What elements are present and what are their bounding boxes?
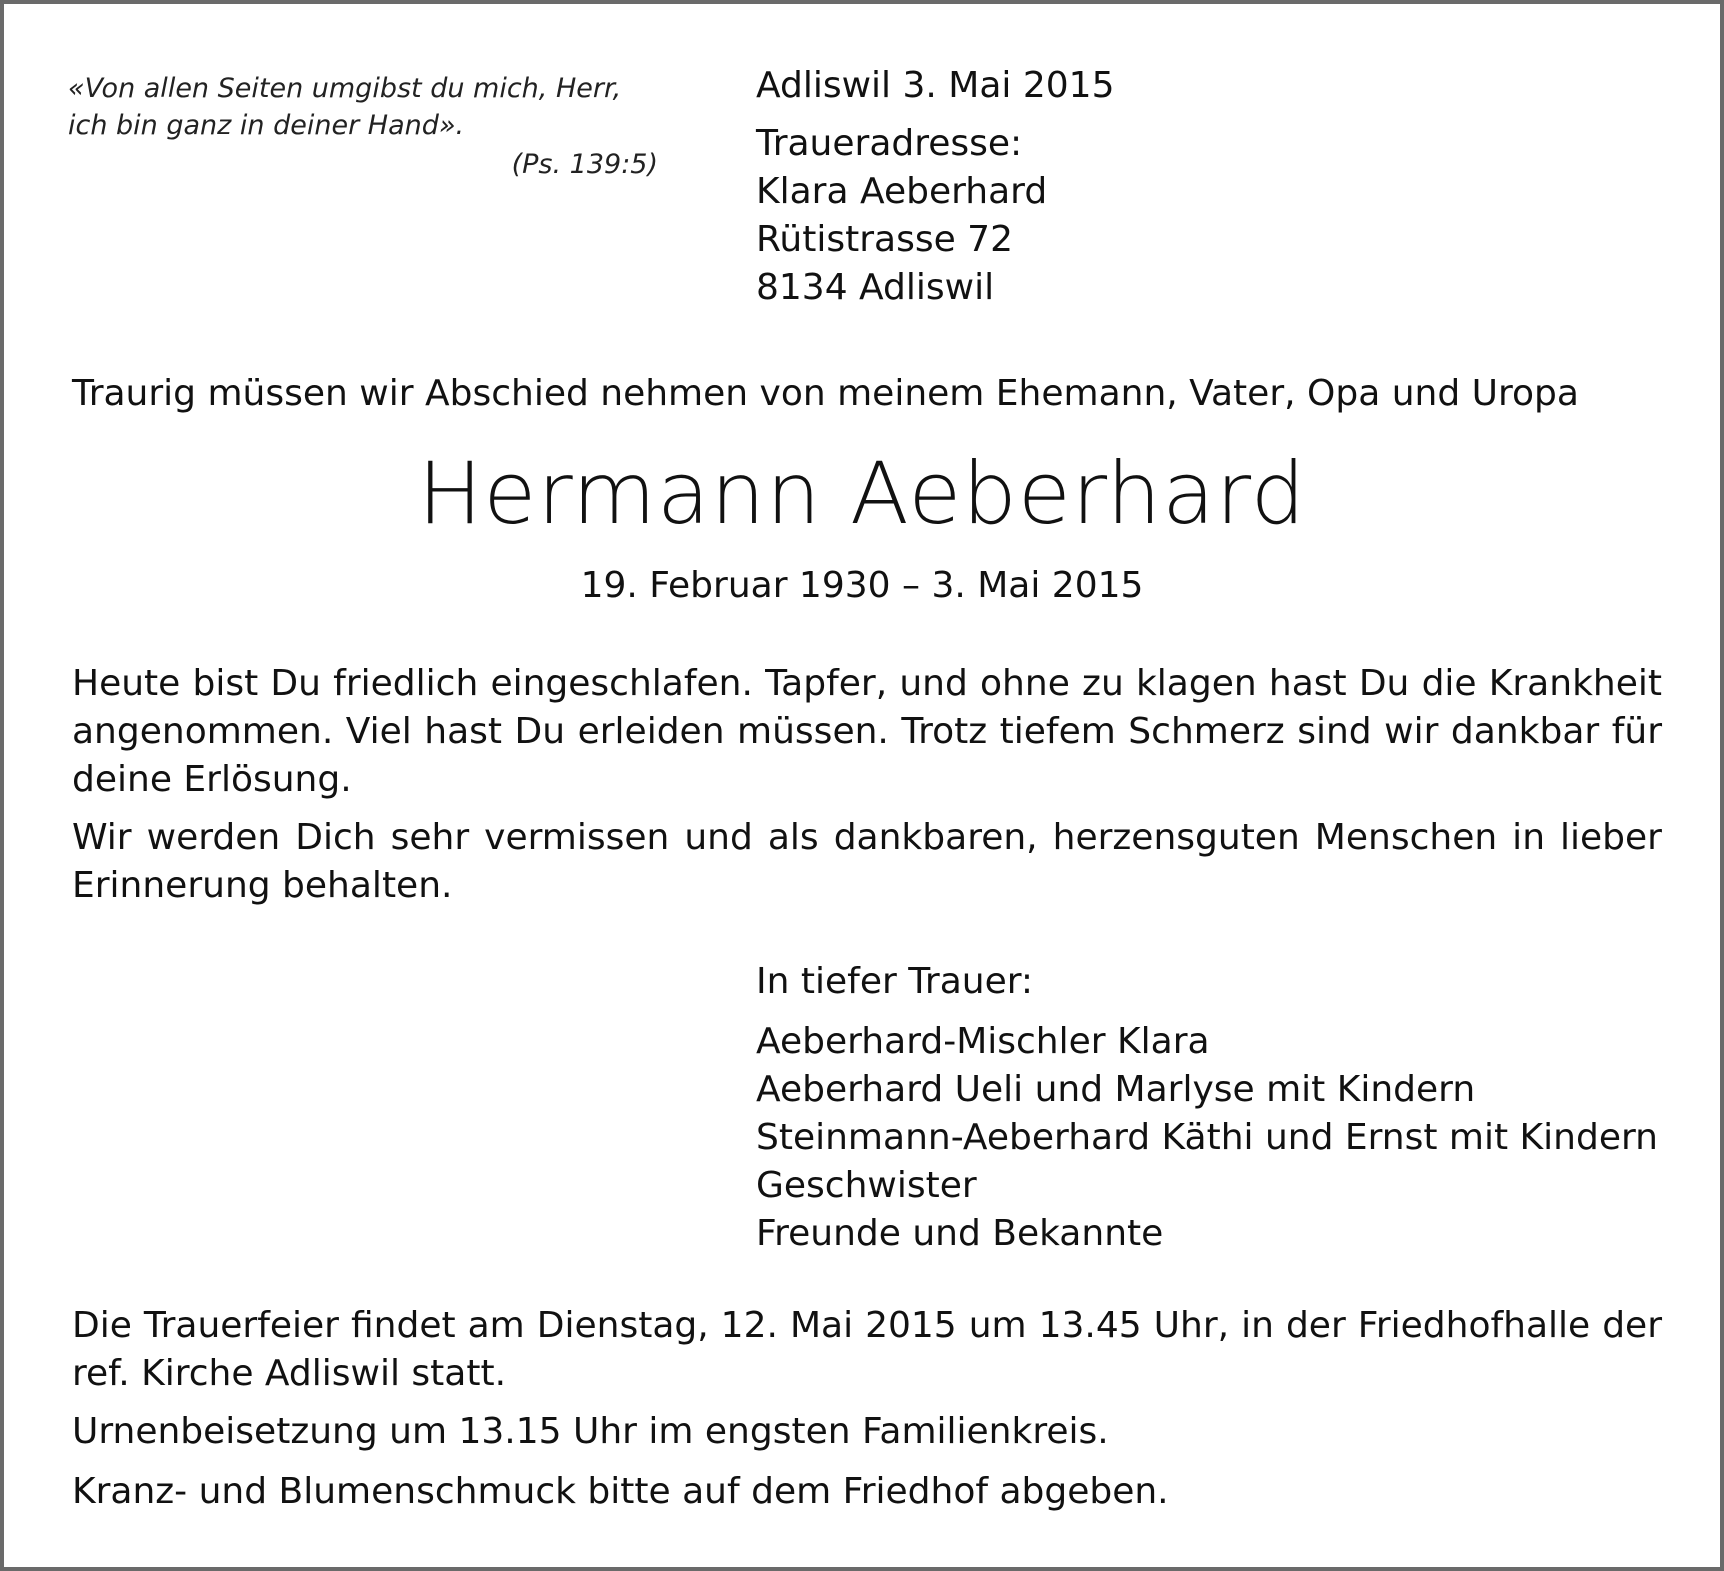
mourner-name: Aeberhard Ueli und Marlyse mit Kindern (756, 1069, 1476, 1110)
obituary-notice (4, 4, 1720, 1567)
address-line: Rütistrasse 72 (756, 219, 1013, 260)
remembrance-paragraph: Wir werden Dich sehr vermissen und als dankbaren, herzensguten Menschen in lieber Erinnerung behalten. (72, 817, 1662, 906)
deceased-name: Hermann Aeberhard (417, 444, 1307, 544)
life-dates: 19. Februar 1930 – 3. Mai 2015 (580, 565, 1144, 606)
address-label: Traueradresse: (756, 123, 1023, 164)
mourning-address-block (756, 62, 1114, 312)
intro-text: Traurig müssen wir Abschied nehmen von meinem Ehemann, Vater, Opa und Uropa (72, 373, 1579, 414)
address-line: 8134 Adliswil (756, 267, 995, 308)
quote-reference: (Ps. 139:5) (511, 149, 658, 180)
place-date: Adliswil 3. Mai 2015 (756, 65, 1115, 106)
mourner-name: Steinmann-Aeberhard Käthi und Ernst mit Kindern (756, 1117, 1658, 1158)
urn-burial-info: Urnenbeisetzung um 13.15 Uhr im engsten Familienkreis. (72, 1411, 1109, 1452)
mourner-name: Freunde und Bekannte (756, 1213, 1164, 1254)
address-line: Klara Aeberhard (756, 171, 1048, 212)
mourner-name: Geschwister (756, 1165, 977, 1206)
mourner-name: Aeberhard-Mischler Klara (756, 1021, 1210, 1062)
quote-line: ich bin ganz in deiner Hand». (68, 110, 465, 141)
quote-line: «Von allen Seiten umgibst du mich, Herr, (68, 73, 622, 104)
mourners-block (756, 958, 1658, 1258)
mourners-list (756, 1018, 1658, 1258)
funeral-service-info: Die Trauerfeier findet am Dienstag, 12. Mai 2015 um 13.45 Uhr, in der Friedhofhalle der ref. Kirche Adliswil statt. (72, 1305, 1662, 1394)
farewell-paragraph: Heute bist Du friedlich eingeschlafen. Tapfer, und ohne zu klagen hast Du die Krankheit angenommen. Viel hast Du erleiden müssen. Trotz tiefem Schmerz sind wir dankbar für deine Erlösung. (72, 663, 1662, 800)
psalm-quote (68, 70, 658, 183)
mourners-heading: In tiefer Trauer: (756, 961, 1034, 1002)
flowers-info: Kranz- und Blumenschmuck bitte auf dem Friedhof abgeben. (72, 1471, 1169, 1512)
